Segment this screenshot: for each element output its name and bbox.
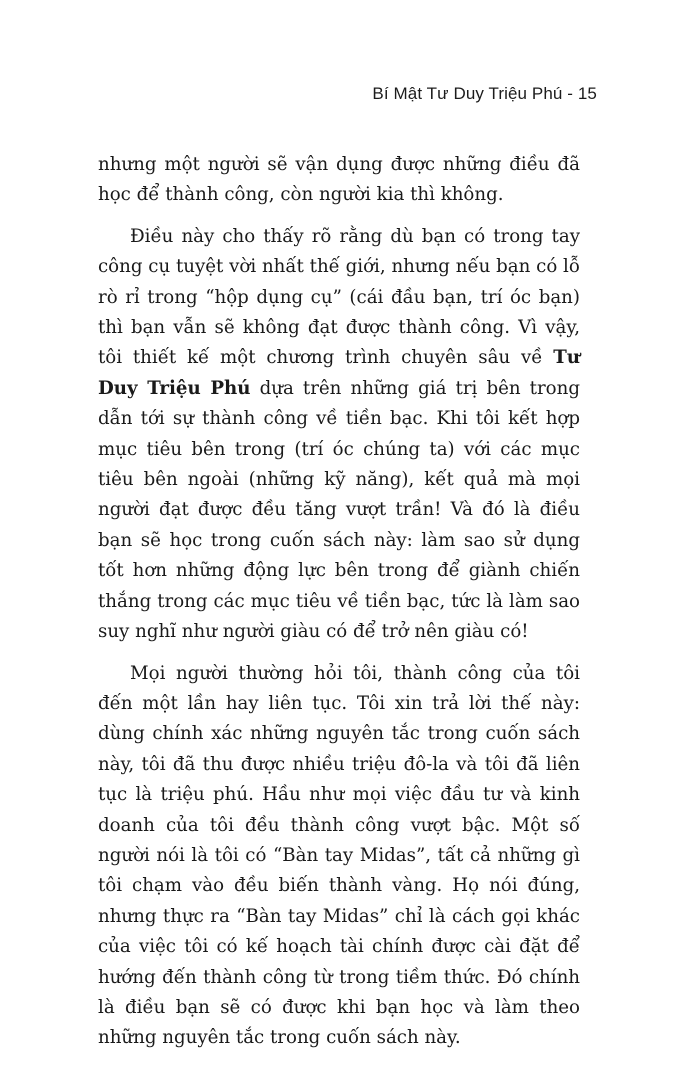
body-text	[98, 150, 580, 1065]
paragraph-midas-touch: Mọi người thường hỏi tôi, thành công của tôi đến một lần hay liên tục. Tôi xin trả lời thế này: dùng chính xác những nguyên tắc trong cuốn sách này, tôi đã thu được nhiều triệu đô-la và tôi đã liên tục là triệu phú. Hầu như mọi việc đầu tư và kinh doanh của tôi đều thành công vượt bậc. Một số người nói là tôi có “Bàn tay Midas”, tất cả những gì tôi chạm vào đều biến thành vàng. Họ nói đúng, nhưng thực ra “Bàn tay Midas” chỉ là cách gọi khác của việc tôi có kế hoạch tài chính được cài đặt để hướng đến thành công từ trong tiềm thức. Đó chính là điều bạn sẽ có được khi bạn học và làm theo những nguyên tắc trong cuốn sách này.	[98, 662, 580, 1049]
paragraph-toolbox	[98, 222, 580, 648]
paragraph-toolbox-text-start: Điều này cho thấy rõ rằng dù bạn có trong tay công cụ tuyệt vời nhất thế giới, nhưng nếu bạn có lỗ rò rỉ trong “hộp dụng cụ” (cái đầu bạn, trí óc bạn) thì bạn vẫn sẽ không đạt được thành công. Vì vậy, tôi thiết kế một chương trình chuyên sâu về	[98, 225, 580, 369]
running-header: Bí Mật Tư Duy Triệu Phú - 15	[372, 84, 597, 103]
paragraph-toolbox-text-end: dựa trên những giá trị bên trong dẫn tới sự thành công về tiền bạc. Khi tôi kết hợp mục tiêu bên trong (trí óc chúng ta) với các mục tiêu bên ngoài (những kỹ năng), kết quả mà mọi người đạt được đều tăng vượt trần! Và đó là điều bạn sẽ học trong cuốn sách này: làm sao sử dụng tốt hơn những động lực bên trong để giành chiến thắng trong các mục tiêu về tiền bạc, tức là làm sao suy nghĩ như người giàu có để trở nên giàu có!	[98, 377, 580, 643]
bold-term-millionaire-mind: Tư Duy Triệu Phú	[98, 347, 580, 399]
paragraph-continuation: nhưng một người sẽ vận dụng được những điều đã học để thành công, còn người kia thì không.	[98, 154, 580, 206]
